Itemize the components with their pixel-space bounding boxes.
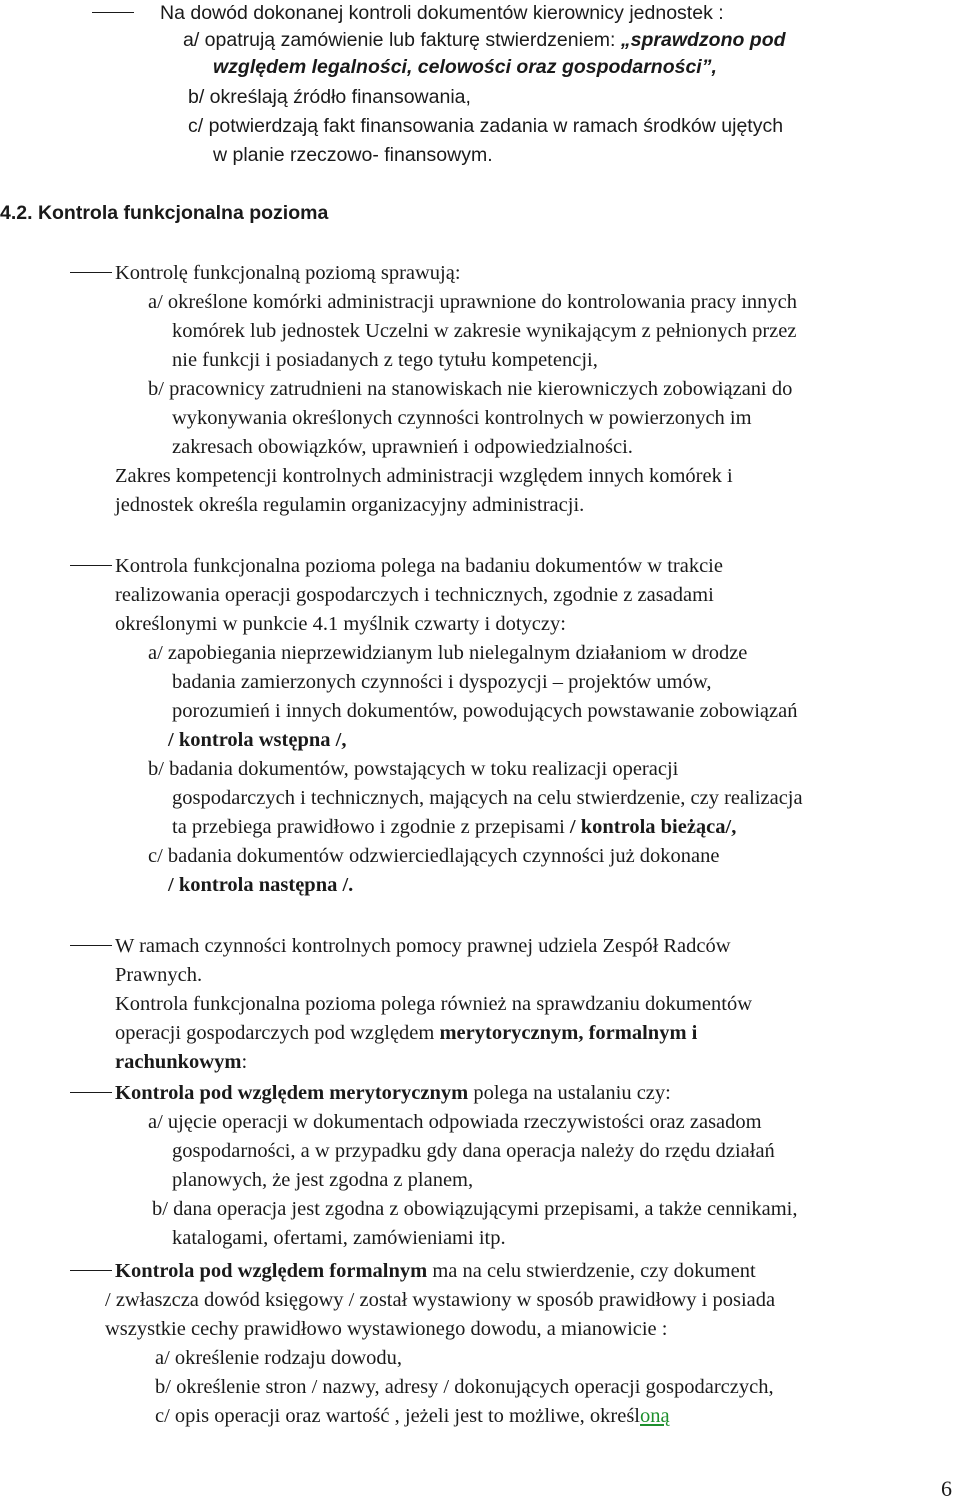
text-line: a/ zapobiegania nieprzewidzianym lub nielegalnym działaniom w drodze: [148, 642, 748, 664]
text-line: gospodarczych i technicznych, mających na celu stwierdzenie, czy realizacja: [172, 787, 803, 809]
text-line: [115, 1258, 756, 1284]
text-line: [155, 1403, 670, 1429]
text-line: Prawnych.: [115, 964, 203, 986]
text-line: [168, 727, 346, 753]
text-line: b/ określają źródło finansowania,: [188, 86, 471, 108]
text-line: realizowania operacji gospodarczych i technicznych, zgodnie z zasadami: [115, 584, 714, 606]
bold-text: Kontrola pod względem merytorycznym: [115, 1082, 469, 1104]
bullet-dash: [92, 12, 134, 13]
text-line: Kontrola funkcjonalna pozioma polega również na sprawdzaniu dokumentów: [115, 993, 753, 1015]
text-line: b/ pracownicy zatrudnieni na stanowiskach nie kierowniczych zobowiązani do: [148, 378, 793, 400]
text-line: [172, 814, 736, 840]
text-line: określonymi w punkcie 4.1 myślnik czwarty i dotyczy:: [115, 613, 566, 635]
text-span: operacji gospodarczych pod względem: [115, 1022, 440, 1044]
text-line: badania zamierzonych czynności i dyspozycji – projektów umów,: [172, 671, 712, 693]
text-line: a/ określone komórki administracji uprawnione do kontrolowania pracy innych: [148, 291, 797, 313]
text-line: c/ badania dokumentów odzwierciedlających czynności już dokonane: [148, 845, 720, 867]
text-span: :: [241, 1051, 248, 1073]
text-line: komórek lub jednostek Uczelni w zakresie wynikającym z pełnionych przez: [172, 320, 797, 342]
text-line: [168, 872, 353, 898]
text-line: [183, 27, 786, 53]
emphasis-text: „sprawdzono pod: [620, 29, 786, 51]
text-line: nie funkcji i posiadanych z tego tytułu kompetencji,: [172, 349, 598, 371]
text-line: [115, 1049, 247, 1075]
text-line: c/ potwierdzają fakt finansowania zadania w ramach środków ujętych: [188, 115, 784, 137]
text-line: gospodarności, a w przypadku gdy dana operacja należy do rzędu działań: [172, 1140, 775, 1162]
text-line: katalogami, ofertami, zamówieniami itp.: [172, 1227, 506, 1249]
text-line: b/ określenie stron / nazwy, adresy / dokonujących operacji gospodarczych,: [155, 1376, 774, 1398]
bullet-dash: [70, 565, 112, 566]
text-line: [213, 54, 717, 80]
text-line: a/ określenie rodzaju dowodu,: [155, 1347, 403, 1369]
text-line: W ramach czynności kontrolnych pomocy prawnej udziela Zespół Radców: [115, 935, 731, 957]
bold-text: Kontrola pod względem formalnym: [115, 1260, 428, 1282]
text-span: polega na ustalaniu czy:: [468, 1082, 671, 1104]
text-line: planowych, że jest zgodna z planem,: [172, 1169, 474, 1191]
text-span: c/ opis operacji oraz wartość , jeżeli jest to możliwe, określ: [155, 1405, 640, 1427]
text-line: Kontrolę funkcjonalną poziomą sprawują:: [115, 262, 461, 284]
bold-text: / kontrola wstępna /,: [168, 729, 347, 751]
text-line: porozumień i innych dokumentów, powodujących powstawanie zobowiązań: [172, 700, 798, 722]
text-line: w planie rzeczowo- finansowym.: [213, 144, 493, 166]
text-line: / zwłaszcza dowód księgowy / został wystawiony w sposób prawidłowy i posiada: [105, 1289, 776, 1311]
highlighted-text: oną: [640, 1405, 670, 1427]
text-line: b/ dana operacja jest zgodna z obowiązującymi przepisami, a także cennikami,: [152, 1198, 798, 1220]
section-heading: 4.2. Kontrola funkcjonalna pozioma: [0, 202, 329, 224]
text-line: Zakres kompetencji kontrolnych administracji względem innych komórek i: [115, 465, 733, 487]
text-line: Na dowód dokonanej kontroli dokumentów kierownicy jednostek :: [160, 2, 724, 24]
bold-text: rachunkowym: [115, 1051, 242, 1073]
text-line: wykonywania określonych czynności kontrolnych w powierzonych im: [172, 407, 752, 429]
text-span: ta przebiega prawidłowo i zgodnie z przepisami: [172, 816, 570, 838]
bold-text: / kontrola następna /.: [168, 874, 354, 896]
bold-text: merytorycznym, formalnym i: [439, 1022, 698, 1044]
page-number: 6: [941, 1476, 952, 1501]
text-line: jednostek określa regulamin organizacyjny administracji.: [115, 494, 585, 516]
text-span: ma na celu stwierdzenie, czy dokument: [427, 1260, 756, 1282]
text-line: Kontrola funkcjonalna pozioma polega na badaniu dokumentów w trakcie: [115, 555, 723, 577]
bullet-dash: [70, 272, 112, 273]
text-line: [115, 1020, 697, 1046]
text-span: a/ opatrują zamówienie lub fakturę stwierdzeniem:: [183, 29, 621, 51]
text-line: [115, 1080, 671, 1106]
text-line: zakresach obowiązków, uprawnień i odpowiedzialności.: [172, 436, 633, 458]
bullet-dash: [70, 1270, 112, 1271]
emphasis-text: względem legalności, celowości oraz gospodarności”,: [213, 56, 717, 78]
bullet-dash: [70, 1092, 112, 1093]
text-line: wszystkie cechy prawidłowo wystawionego dowodu, a mianowicie :: [105, 1318, 668, 1340]
bullet-dash: [70, 945, 112, 946]
text-line: b/ badania dokumentów, powstających w toku realizacji operacji: [148, 758, 679, 780]
bold-text: / kontrola bieżąca/,: [569, 816, 737, 838]
text-line: a/ ujęcie operacji w dokumentach odpowiada rzeczywistości oraz zasadom: [148, 1111, 762, 1133]
